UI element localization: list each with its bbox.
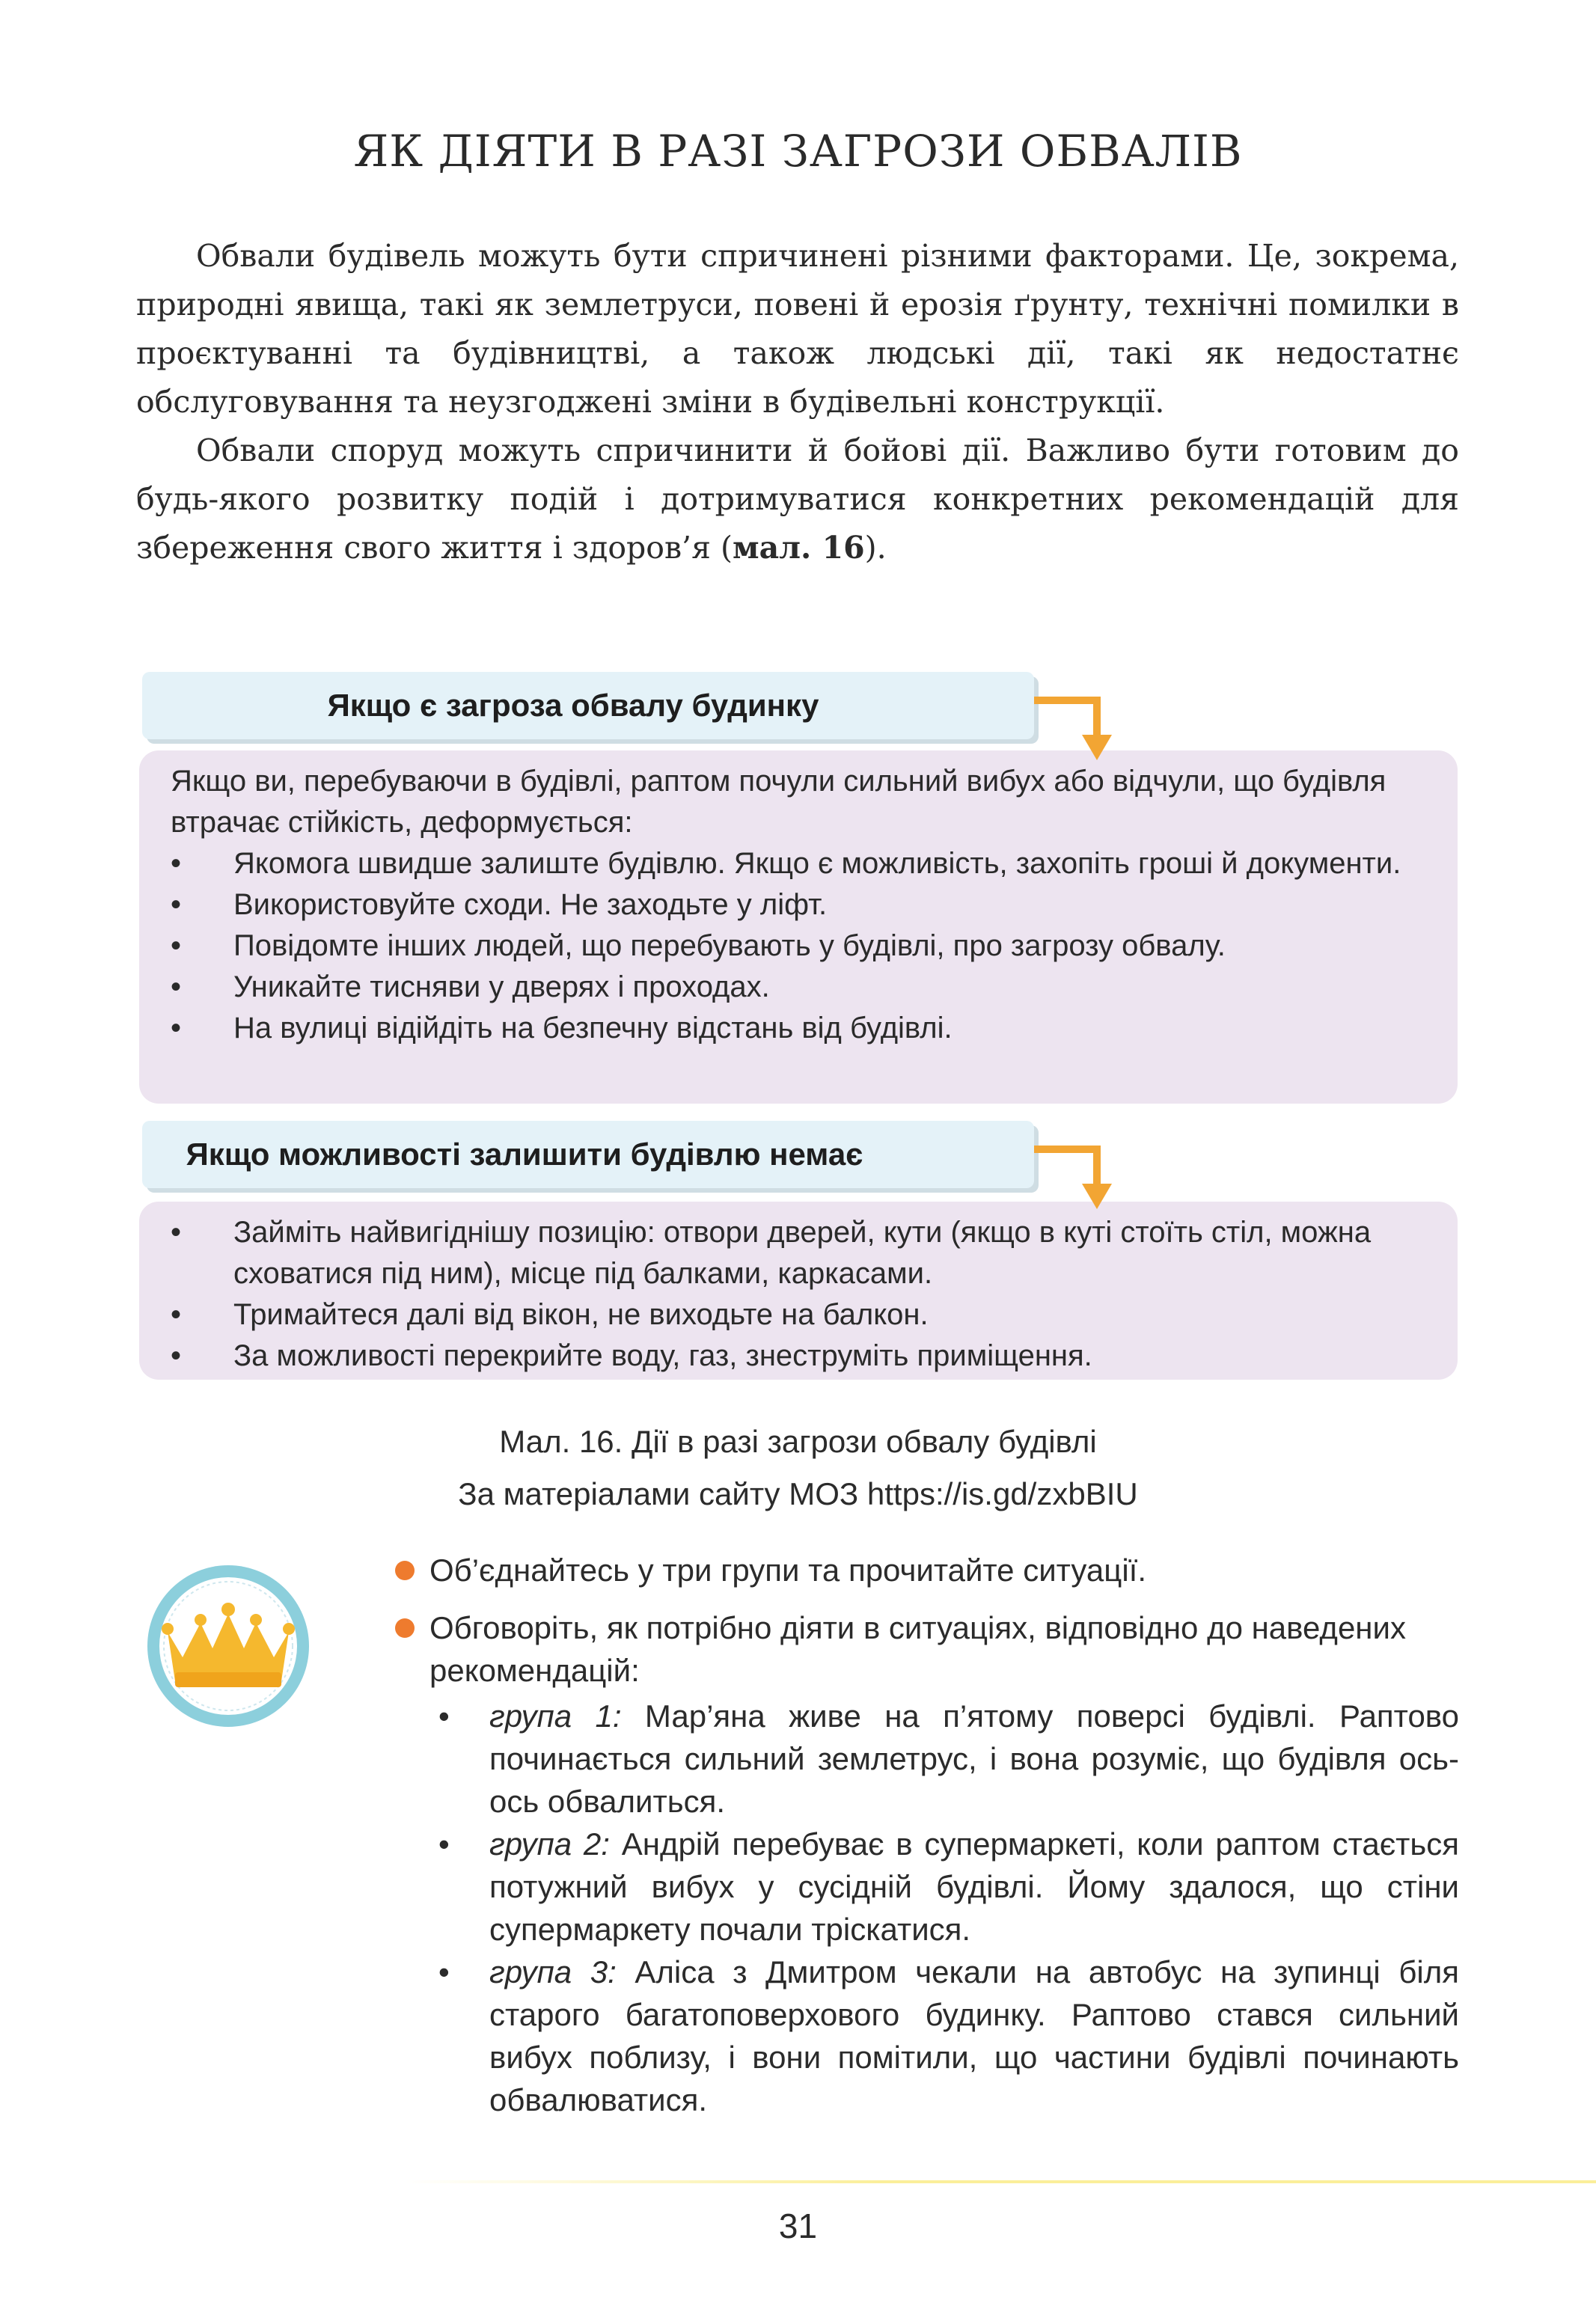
section2-heading: Якщо можливості залишити будівлю немає — [142, 1121, 1034, 1188]
figure-caption — [0, 1416, 1596, 1520]
list-item: • За можливості перекрийте воду, газ, знеструміть приміщення. — [171, 1336, 1443, 1377]
list-item: • група 3: Аліса з Дмитром чекали на автобус на зупинці біля старого багатоповерхового будинку. Раптово стався сильний вибух поблизу, і вони помітили, що частини будівлі починають обвалюватися. — [429, 1951, 1459, 2121]
section2-list — [171, 1212, 1443, 1377]
section1-heading: Якщо є загроза обвалу будинку — [142, 672, 1034, 739]
section1-box — [139, 750, 1458, 1104]
figure-reference: мал. 16 — [732, 530, 865, 566]
caption-line-1: Мал. 16. Дії в разі загрози обвалу будівлі — [499, 1424, 1097, 1459]
list-item: • група 1: Мар’яна живе на п’ятому поверсі будівлі. Раптово починається сильний землетрус, і вона розуміє, що будівля ось-ось обвалиться. — [429, 1695, 1459, 1823]
list-item: • Повідомте інших людей, що перебувають у будівлі, про загрозу обвалу. — [171, 926, 1443, 967]
list-item: • Тримайтеся далі від вікон, не виходьте на балкон. — [171, 1294, 1443, 1336]
bent-arrow-icon — [1033, 1137, 1122, 1212]
bullet-dot-icon — [395, 1561, 415, 1580]
bullet-dot-icon — [395, 1618, 415, 1638]
page-title: ЯК ДІЯТИ В РАЗІ ЗАГРОЗИ ОБВАЛІВ — [353, 126, 1243, 177]
intro-paragraph-1: Обвали будівель можуть бути спричинені різними факторами. Це, зокрема, природні явища, такі як землетруси, повені й ерозія ґрунту, технічні помилки в проєктуванні та будівництві, а також людські дії, такі як недостатнє обслуговування та неузгоджені зміни в будівельні конструкції. — [136, 238, 1459, 420]
crown-medal-icon — [142, 1560, 314, 1732]
list-item: • Використовуйте сходи. Не заходьте у ліфт. — [171, 884, 1443, 926]
list-item: • Якомога швидше залиште будівлю. Якщо є можливість, захопіть гроші й документи. — [171, 843, 1443, 884]
tasks — [397, 1549, 1459, 2121]
list-item: • Займіть найвигіднішу позицію: отвори дверей, кути (якщо в куті стоїть стіл, можна сховатися під ним), місце під балками, каркасами. — [171, 1212, 1443, 1294]
task-2: Обговоріть, як потрібно діяти в ситуаціях, відповідно до наведених рекомендацій: — [429, 1606, 1459, 1692]
group-list — [429, 1695, 1459, 2121]
section1-lead: Якщо ви, перебуваючи в будівлі, раптом почули сильний вибух або відчули, що будівля втрачає стійкість, деформується: — [171, 765, 1386, 839]
group-label: група 1: — [489, 1698, 622, 1734]
list-item: • Уникайте тисняви у дверях і проходах. — [171, 967, 1443, 1008]
page-number: 31 — [778, 2206, 818, 2245]
footer-divider — [404, 2180, 1596, 2183]
task-1: Об’єднайтесь у три групи та прочитайте ситуації. — [429, 1549, 1459, 1591]
group-label: група 3: — [489, 1954, 617, 1989]
intro-text — [136, 232, 1459, 572]
bent-arrow-icon — [1033, 688, 1122, 763]
list-item: • На вулиці відійдіть на безпечну відстань від будівлі. — [171, 1008, 1443, 1049]
section2-box — [139, 1202, 1458, 1380]
caption-line-2: За матеріалами сайту МОЗ https://is.gd/zxbBIU — [458, 1476, 1138, 1511]
intro-paragraph-2: Обвали споруд можуть спричинити й бойові дії. Важливо бути готовим до будь-якого розвитку подій і дотримуватися конкретних рекомендацій для збереження свого життя і здоров’я (мал. 16). — [136, 432, 1459, 566]
list-item: • група 2: Андрій перебуває в супермаркеті, коли раптом стається потужний вибух у сусідній будівлі. Йому здалося, що стіни супермаркету почали тріскатися. — [429, 1823, 1459, 1951]
section1-list — [171, 843, 1443, 1049]
group-label: група 2: — [489, 1826, 610, 1862]
